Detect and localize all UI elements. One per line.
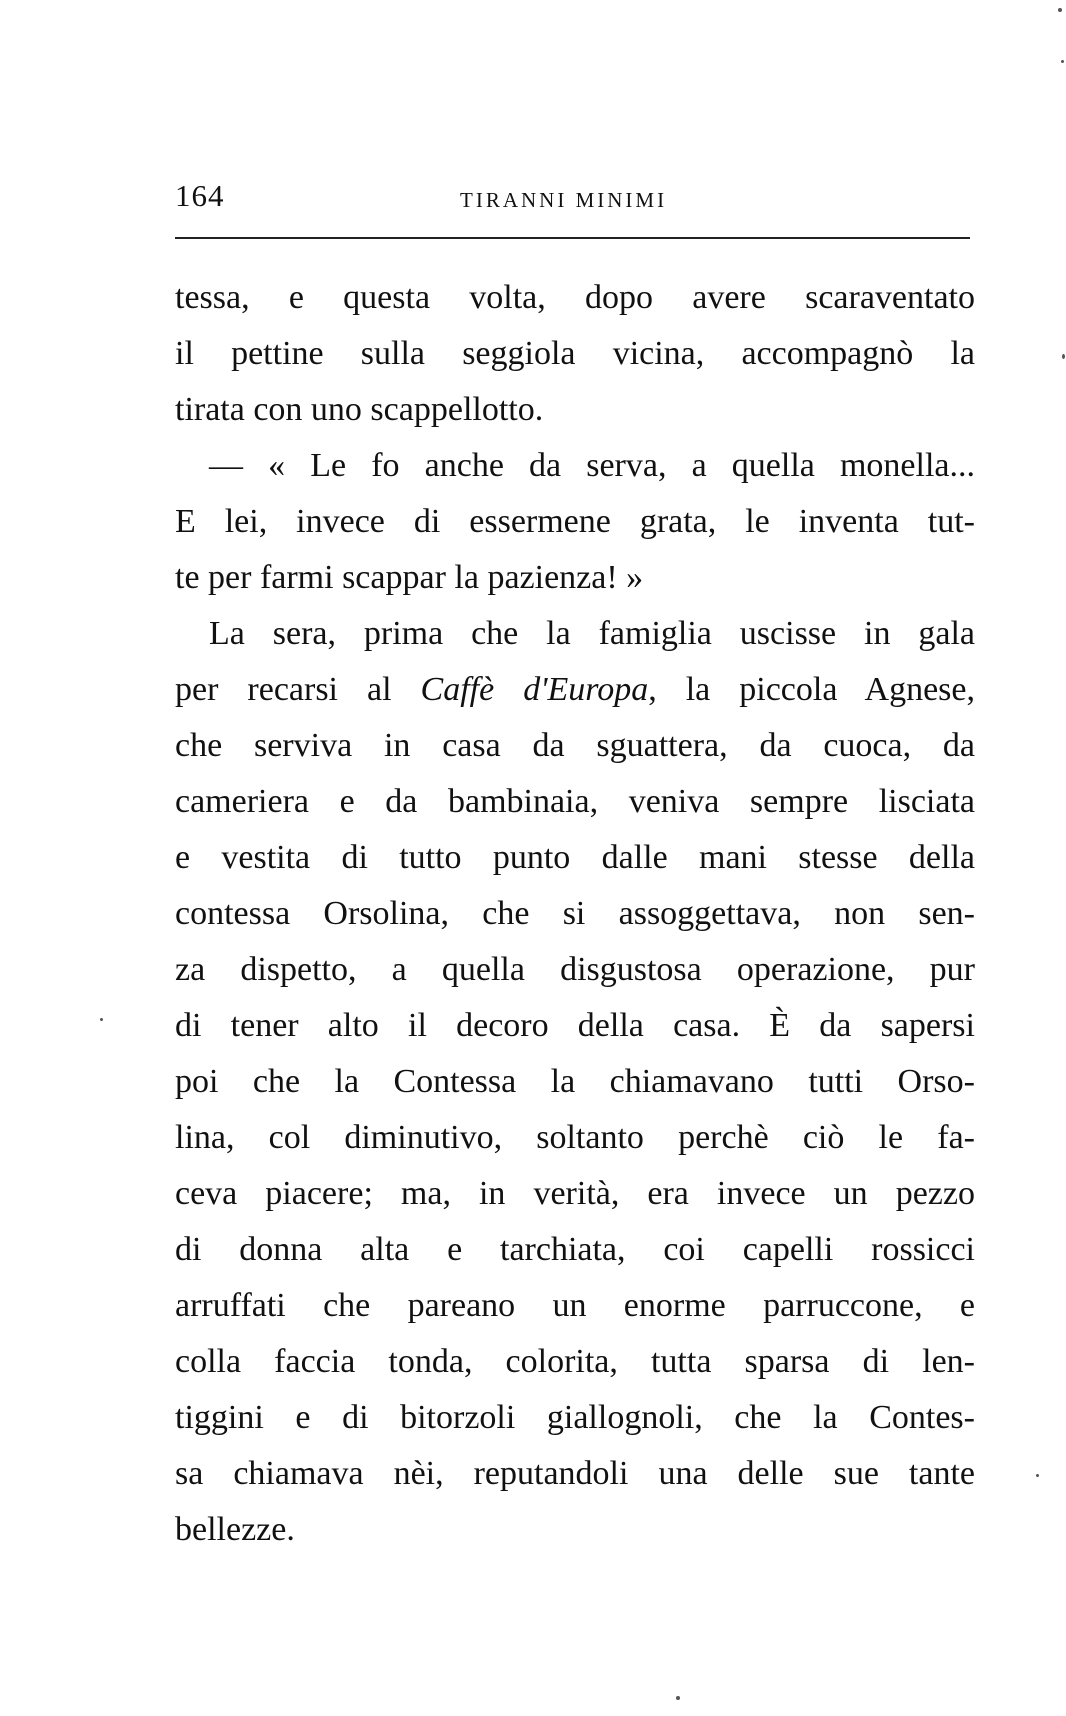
text-line: tessa, e questa volta, dopo avere scaraventato bbox=[175, 279, 975, 316]
page-header bbox=[175, 178, 975, 228]
scan-speck bbox=[1062, 354, 1065, 359]
scan-speck bbox=[1036, 1474, 1039, 1477]
text-line: — « Le fo anche da serva, a quella monella... bbox=[209, 447, 975, 484]
text-line: La sera, prima che la famiglia uscisse in gala bbox=[209, 615, 975, 652]
text-line: bellezze. bbox=[175, 1511, 295, 1548]
scan-speck bbox=[1061, 60, 1064, 63]
text-line: E lei, invece di essermene grata, le inventa tut- bbox=[175, 503, 975, 540]
text-line: colla faccia tonda, colorita, tutta sparsa di len- bbox=[175, 1343, 975, 1380]
text-line: di tener alto il decoro della casa. È da sapersi bbox=[175, 1007, 975, 1044]
scan-speck bbox=[100, 1018, 103, 1021]
italic-title: Caffè d'Europa bbox=[420, 671, 649, 708]
text-line: za dispetto, a quella disgustosa operazione, pur bbox=[175, 951, 975, 988]
text-line: tiggini e di bitorzoli giallognoli, che la Contes- bbox=[175, 1399, 975, 1436]
header-rule bbox=[175, 237, 970, 239]
text-segment: , la piccola Agnese, bbox=[648, 671, 976, 708]
scan-speck bbox=[1058, 8, 1062, 12]
text-line: il pettine sulla seggiola vicina, accompagnò la bbox=[175, 335, 975, 372]
text-line: ceva piacere; ma, in verità, era invece un pezzo bbox=[175, 1175, 975, 1212]
text-segment: per recarsi al bbox=[175, 671, 421, 708]
text-line: che serviva in casa da sguattera, da cuoca, da bbox=[175, 727, 975, 764]
text-line: sa chiamava nèi, reputandoli una delle sue tante bbox=[175, 1455, 975, 1492]
text-line: poi che la Contessa la chiamavano tutti Orso- bbox=[175, 1063, 975, 1100]
text-line: arruffati che pareano un enorme parruccone, e bbox=[175, 1287, 975, 1324]
text-line: cameriera e da bambinaia, veniva sempre lisciata bbox=[175, 783, 975, 820]
text-line: te per farmi scappar la pazienza! » bbox=[175, 559, 644, 596]
text-line: di donna alta e tarchiata, coi capelli rossicci bbox=[175, 1231, 975, 1268]
text-line: tirata con uno scappellotto. bbox=[175, 391, 544, 428]
text-line: lina, col diminutivo, soltanto perchè ciò le fa- bbox=[175, 1119, 975, 1156]
text-line: e vestita di tutto punto dalle mani stesse della bbox=[175, 839, 975, 876]
scan-speck bbox=[676, 1696, 680, 1700]
body-text bbox=[175, 270, 975, 1558]
running-title: TIRANNI MINIMI bbox=[460, 188, 668, 212]
text-line bbox=[175, 662, 975, 718]
text-line: contessa Orsolina, che si assoggettava, non sen- bbox=[175, 895, 975, 932]
page-number: 164 bbox=[175, 178, 225, 213]
